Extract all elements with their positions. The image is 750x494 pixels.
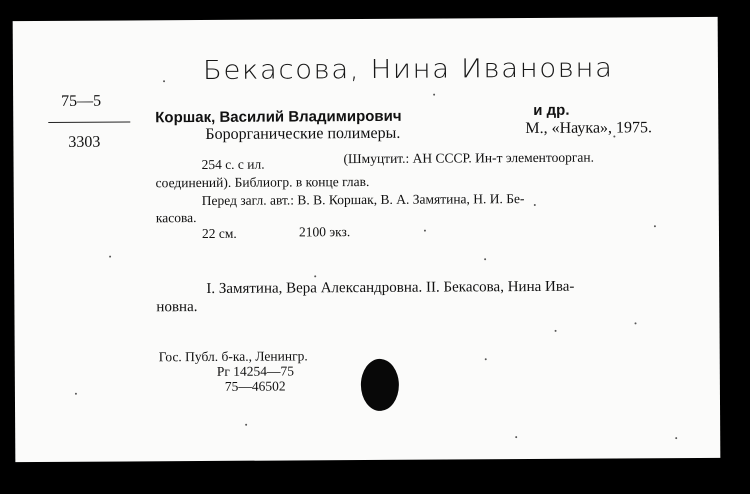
library-code: Рг 14254—75 <box>216 363 295 379</box>
scan-speck <box>163 80 165 82</box>
scan-speck <box>484 258 486 260</box>
authors-note-line-1: Перед загл. авт.: В. В. Коршак, В. А. Замятина, Н. И. Бе- <box>201 191 525 209</box>
imprint: М., «Наука», 1975. <box>525 119 653 138</box>
pagination: 254 с. с ил. <box>201 156 265 173</box>
author-suffix: и др. <box>533 101 570 119</box>
book-title: Борорганические полимеры. <box>205 124 401 143</box>
scan-speck <box>534 204 536 206</box>
scan-speck <box>75 393 77 395</box>
scan-speck <box>485 358 487 360</box>
scan-speck <box>433 94 435 96</box>
print-run: 2100 экз. <box>298 224 351 240</box>
scan-speck <box>675 437 677 439</box>
scan-speck <box>515 436 517 438</box>
author-heading: Коршак, Василий Владимирович <box>155 107 402 127</box>
authors-note-line-2: касова. <box>155 210 197 226</box>
scan-speck <box>424 230 426 232</box>
series-note-line-2: соединений). Библиогр. в конце глав. <box>155 173 370 191</box>
scan-speck <box>654 225 656 227</box>
physical-size: 22 см. <box>201 225 237 242</box>
tracing-line-1: I. Замятина, Вера Александровна. II. Бекасова, Нина Ива- <box>206 278 575 297</box>
scan-speck <box>635 322 637 324</box>
scan-speck <box>245 424 247 426</box>
handwritten-heading: Бекасова, Нина Ивановна <box>202 53 614 86</box>
catalog-card <box>13 17 721 462</box>
series-note-line-1: (Шмуцтит.: АН СССР. Ин-т элементоорган. <box>343 149 595 167</box>
card-number: 75—46502 <box>224 378 286 394</box>
scan-speck <box>109 256 111 258</box>
call-number-top: 75—5 <box>61 92 102 110</box>
call-number-divider <box>48 121 130 123</box>
punch-hole <box>361 359 399 411</box>
scan-speck <box>555 330 557 332</box>
scan-speck <box>314 275 316 277</box>
library-name: Гос. Публ. б-ка., Ленингр. <box>158 348 308 365</box>
tracing-line-2: новна. <box>156 299 198 316</box>
call-number-bottom: 3303 <box>68 133 101 151</box>
